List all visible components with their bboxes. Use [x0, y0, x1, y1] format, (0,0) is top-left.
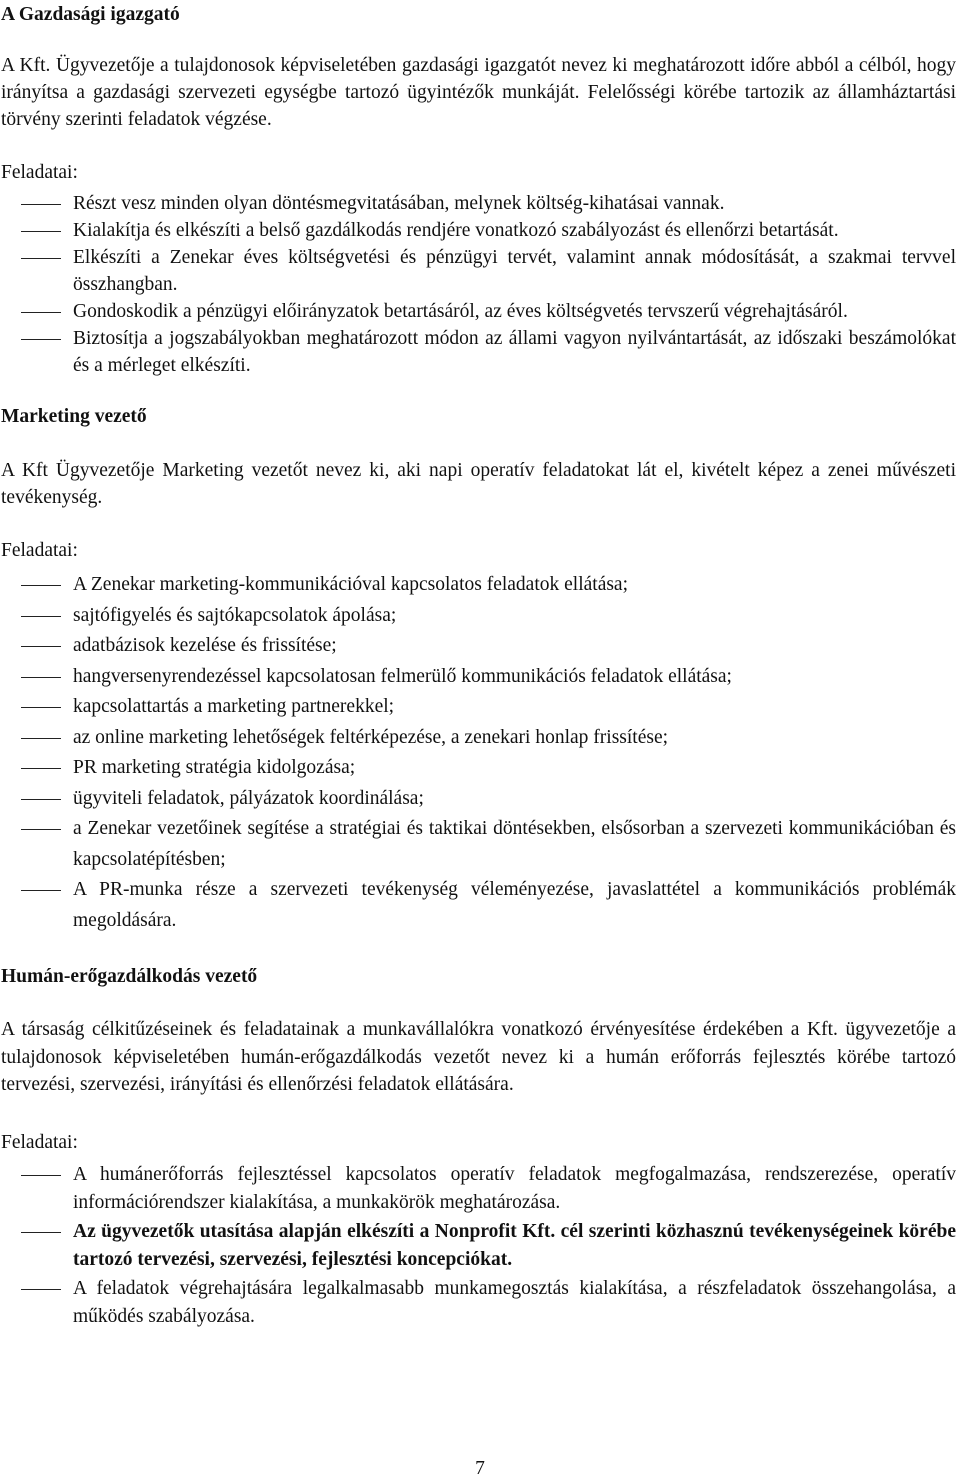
tasks-label: Feladatai: [1, 1131, 78, 1153]
dash-bullet [21, 312, 61, 313]
dash-bullet [21, 616, 61, 617]
list-item: hangversenyrendezéssel kapcsolatosan felmerülő kommunikációs feladatok ellátása; [1, 662, 956, 693]
dash-bullet [21, 204, 61, 205]
list-item: Elkészíti a Zenekar éves költségvetési és pénzügyi tervét, valamint annak módosítását, a szakmai tervvel összhangban. [1, 244, 956, 298]
dash-bullet [21, 768, 61, 769]
dash-bullet [21, 1175, 61, 1176]
list-item: Az ügyvezetők utasítása alapján elkészíti a Nonprofit Kft. cél szerinti közhasznú tevékenységeinek körébe tartozó tervezési, szervezési, fejlesztési koncepciókat. [1, 1218, 956, 1275]
dash-bullet [21, 829, 61, 830]
task-list-gazdasagi-igazgato [1, 190, 956, 379]
list-item: kapcsolattartás a marketing partnerekkel; [1, 692, 956, 723]
section-title-marketing-vezeto: Marketing vezető [1, 406, 147, 427]
list-item: Biztosítja a jogszabályokban meghatározott módon az állami vagyon nyilvántartását, az időszaki beszámolókat és a mérleget elkészíti. [1, 325, 956, 379]
section-title-gazdasagi-igazgato: A Gazdasági igazgató [1, 4, 180, 25]
section-intro-gazdasagi-igazgato: A Kft. Ügyvezetője a tulajdonosok képviseletében gazdasági igazgatót nevez ki meghatározott időre abból a célból, hogy irányítsa a gazdasági szervezeti egységbe tartozó ügyintézők munkáját. Felelősségi körébe tartozik az államháztartási törvény szerinti feladatok végzése. [1, 55, 956, 130]
task-list-marketing-vezeto [1, 570, 956, 936]
dash-bullet [21, 890, 61, 891]
page-number: 7 [475, 1458, 485, 1479]
dash-bullet [21, 231, 61, 232]
list-item: ügyviteli feladatok, pályázatok koordinálása; [1, 784, 956, 815]
section-intro-human-erogazdalkodas-vezeto: A társaság célkitűzéseinek és feladatainak a munkavállalókra vonatkozó érvényesítése érdekében a Kft. ügyvezetője a tulajdonosok képviseletében humán-erőgazdálkodás vezetőt nevez ki a humán erőforrás fejlesztés körébe tartozó tervezési, szervezési, irányítási és ellenőrzési feladatok ellátására. [1, 1019, 956, 1095]
dash-bullet [21, 646, 61, 647]
list-item: Kialakítja és elkészíti a belső gazdálkodás rendjére vonatkozó szabályozást és ellenőrzi betartását. [1, 217, 956, 244]
list-item: a Zenekar vezetőinek segítése a stratégiai és taktikai döntésekben, elsősorban a szervezeti kommunikációban és kapcsolatépítésben; [1, 814, 956, 875]
dash-bullet [21, 258, 61, 259]
dash-bullet [21, 339, 61, 340]
list-item: PR marketing stratégia kidolgozása; [1, 753, 956, 784]
dash-bullet [21, 738, 61, 739]
dash-bullet [21, 707, 61, 708]
section-title-human-erogazdalkodas-vezeto: Humán-erőgazdálkodás vezető [1, 966, 258, 987]
list-item: A Zenekar marketing-kommunikációval kapcsolatos feladatok ellátása; [1, 570, 956, 601]
list-item: A humánerőforrás fejlesztéssel kapcsolatos operatív feladatok megfogalmazása, rendszerezése, operatív információrendszer kialakítása, a munkakörök meghatározása. [1, 1161, 956, 1218]
list-item: adatbázisok kezelése és frissítése; [1, 631, 956, 662]
list-item: az online marketing lehetőségek feltérképezése, a zenekari honlap frissítése; [1, 723, 956, 754]
list-item: Gondoskodik a pénzügyi előirányzatok betartásáról, az éves költségvetés tervszerű végrehajtásáról. [1, 298, 956, 325]
dash-bullet [21, 677, 61, 678]
dash-bullet [21, 799, 61, 800]
dash-bullet [21, 1232, 61, 1233]
tasks-label: Feladatai: [1, 162, 78, 183]
list-item: Részt vesz minden olyan döntésmegvitatásában, melynek költség-kihatásai vannak. [1, 190, 956, 217]
list-item: A PR-munka része a szervezeti tevékenység véleményezése, javaslattétel a kommunikációs problémák megoldására. [1, 875, 956, 936]
tasks-label: Feladatai: [1, 540, 78, 561]
dash-bullet [21, 585, 61, 586]
section-intro-marketing-vezeto: A Kft Ügyvezetője Marketing vezetőt nevez ki, aki napi operatív feladatokat lát el, kivételt képez a zenei művészeti tevékenység. [1, 460, 956, 508]
list-item: sajtófigyelés és sajtókapcsolatok ápolása; [1, 601, 956, 632]
dash-bullet [21, 1289, 61, 1290]
task-list-human-erogazdalkodas-vezeto [1, 1161, 956, 1332]
list-item: A feladatok végrehajtására legalkalmasabb munkamegosztás kialakítása, a részfeladatok összehangolása, a működés szabályozása. [1, 1275, 956, 1332]
